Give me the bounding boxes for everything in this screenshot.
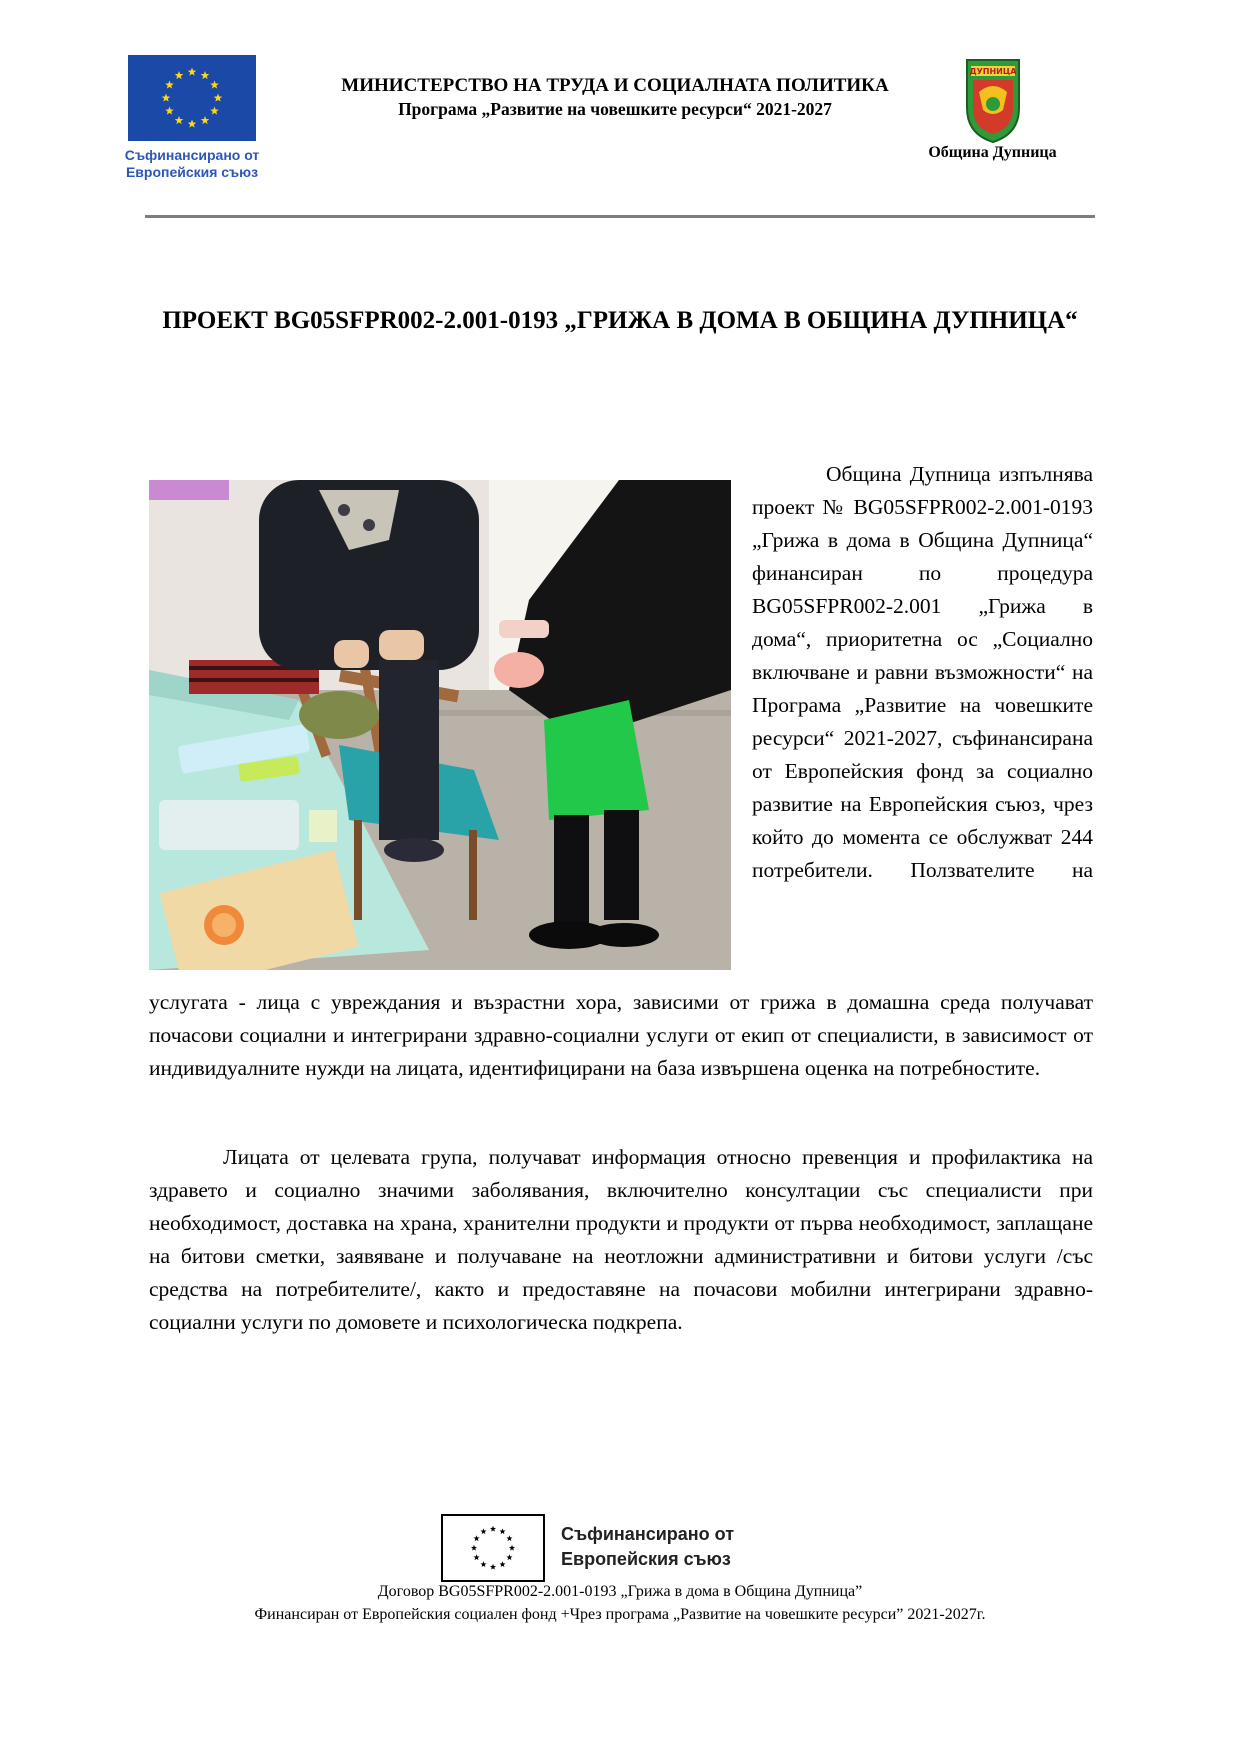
svg-text:ДУПНИЦА: ДУПНИЦА bbox=[969, 67, 1017, 76]
header-title bbox=[290, 74, 940, 120]
eu-logo-caption: Съфинансирано от Европейския съюз bbox=[124, 147, 260, 180]
programme-name: Програма „Развитие на човешките ресурси“ 2021-2027 bbox=[398, 99, 832, 119]
footer-eu-logo bbox=[441, 1514, 771, 1580]
eu-star-icon bbox=[214, 94, 223, 102]
eu-star-icon bbox=[474, 1535, 480, 1541]
eu-star-icon bbox=[210, 81, 219, 89]
footer-logo-caption bbox=[561, 1522, 734, 1572]
eu-star-icon bbox=[506, 1554, 512, 1560]
footer-stars bbox=[443, 1516, 543, 1580]
eu-star-icon bbox=[499, 1561, 505, 1567]
eu-stars bbox=[128, 55, 256, 141]
eu-star-icon bbox=[471, 1545, 477, 1551]
eu-star-icon bbox=[201, 71, 210, 79]
eu-star-icon bbox=[188, 120, 197, 128]
eu-star-icon bbox=[175, 116, 184, 124]
footer-caption-line1: Съфинансирано от bbox=[561, 1524, 735, 1544]
footer-eu-flag-icon bbox=[441, 1514, 545, 1582]
paragraph-1-continued: услугата - лица с увреждания и възрастни хора, зависими от грижа в домашна среда получават почасови социални и интегрирани здравно-социални услуги от екип от специалисти, в зависимост от индивидуалните нужди на лицата, идентифицирани на база извършена оценка на потребностите. bbox=[149, 990, 1093, 1080]
eu-star-icon bbox=[188, 68, 197, 76]
municipality-name: Община Дупница bbox=[928, 144, 1057, 161]
eu-star-icon bbox=[175, 71, 184, 79]
header-divider bbox=[145, 215, 1095, 218]
eu-star-icon bbox=[165, 107, 174, 115]
eu-cofunded-logo bbox=[122, 55, 262, 185]
eu-star-icon bbox=[474, 1554, 480, 1560]
eu-star-icon bbox=[490, 1526, 496, 1532]
footer-caption-line2: Европейския съюз bbox=[561, 1549, 731, 1569]
footer-funding: Финансиран от Европейския социален фонд +Чрез програма „Развитие на човешките ресурси” 2021-2027г. bbox=[254, 1606, 986, 1623]
eu-star-icon bbox=[509, 1545, 515, 1551]
paragraph-1-side: Община Дупница изпълнява проект № BG05SFPR002-2.001-0193 „Грижа в дома в Община Дупница“ финансиран по процедура BG05SFPR002-2.001 „Грижа в дома“, приоритетна ос „Социално включване и равни възможности“ на Програма „Развитие на човешките ресурси“ 2021-2027, съфинансирана от Европейския фонд за социално развитие на Европейския съюз, чрез който до момента се обслужват 244 потребители. Ползвателите на bbox=[752, 462, 1093, 882]
care-photo bbox=[149, 480, 731, 970]
footer-contract: Договор BG05SFPR002-2.001-0193 „Грижа в дома в Община Дупница” bbox=[377, 1583, 863, 1600]
ministry-name: МИНИСТЕРСТВО НА ТРУДА И СОЦИАЛНАТА ПОЛИТИКА bbox=[341, 75, 889, 96]
eu-star-icon bbox=[506, 1535, 512, 1541]
eu-star-icon bbox=[165, 81, 174, 89]
eu-star-icon bbox=[490, 1564, 496, 1570]
eu-star-icon bbox=[499, 1528, 505, 1534]
eu-star-icon bbox=[201, 116, 210, 124]
coat-of-arms-icon bbox=[965, 58, 1021, 144]
eu-flag-icon bbox=[128, 55, 256, 141]
eu-star-icon bbox=[210, 107, 219, 115]
page-title: ПРОЕКТ BG05SFPR002-2.001-0193 „ГРИЖА В ДОМА В ОБЩИНА ДУПНИЦА“ bbox=[162, 307, 1078, 334]
paragraph-2: Лицата от целевата група, получават информация относно превенция и профилактика на здравето и социално значими заболявания, включително консултации със специалисти при необходимост, доставка на храна, хранителни продукти и продукти от първа необходимост, заплащане на битови сметки, заявяване и получаване на неотложни административни и битови услуги /със средства на потребителите/, както и предоставяне на почасови мобилни интегрирани здравно-социални услуги по домовете и психологическа подкрепа. bbox=[149, 1145, 1093, 1334]
eu-star-icon bbox=[480, 1528, 486, 1534]
eu-star-icon bbox=[162, 94, 171, 102]
eu-star-icon bbox=[480, 1561, 486, 1567]
